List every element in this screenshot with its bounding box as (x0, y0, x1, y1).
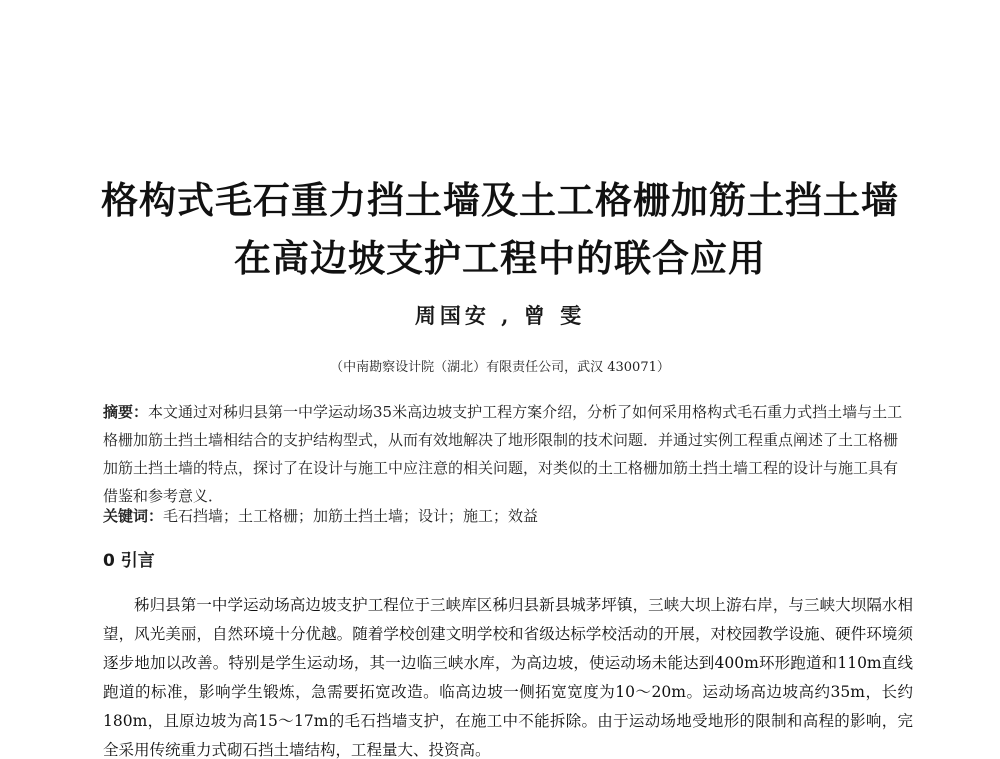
abstract-label: 摘要： (103, 403, 149, 421)
keywords-label: 关键词： (103, 507, 164, 525)
section-heading-introduction: 0 引言 (103, 551, 155, 571)
keywords-text: 毛石挡墙；土工格栅；加筋土挡土墙；设计；施工；效益 (163, 507, 539, 525)
paper-title-line-1: 格构式毛石重力挡土墙及土工格栅加筋土挡土墙 (101, 179, 899, 222)
body-paragraph: 秭归县第一中学运动场高边坡支护工程位于三峡库区秭归县新县城茅坪镇，三峡大坝上游右岸，与三峡大坝隔水相望，风光美丽，自然环境十分优越。随着学校创建文明学校和省级达标学校活动的开展，对校园教学设施、硬件环境须逐步地加以改善。特别是学生运动场，其一边临三峡水库，为高边坡，使运动场未能达到400m环形跑道和110m直线跑道的标准，影响学生锻炼，急需要拓宽改造。临高边坡一侧拓宽宽度为10～20m。运动场高边坡高约35m，长约180m，且原边坡为高15～17m的毛石挡墙支护，在施工中不能拆除。由于运动场地受地形的限制和高程的影响，完全采用传统重力式砌石挡土墙结构，工程量大、投资高。 (103, 596, 913, 759)
abstract (103, 398, 903, 510)
abstract-text: 本文通过对秭归县第一中学运动场35米高边坡支护工程方案介绍，分析了如何采用格构式毛石重力式挡土墙与土工格栅加筋土挡土墙相结合的支护结构型式，从而有效地解决了地形限制的技术问题．并通过实例工程重点阐述了土工格栅加筋土挡土墙的特点，探讨了在设计与施工中应注意的相关问题，对类似的土工格栅加筋土挡土墙工程的设计与施工具有借鉴和参考意义． (103, 403, 903, 505)
keywords (103, 505, 903, 526)
authors: 周国安 , 曾 雯 (414, 303, 586, 328)
paper-title-line-2: 在高边坡支护工程中的联合应用 (234, 237, 766, 280)
affiliation: （中南勘察设计院（湖北）有限责任公司，武汉 430071） (330, 360, 670, 375)
